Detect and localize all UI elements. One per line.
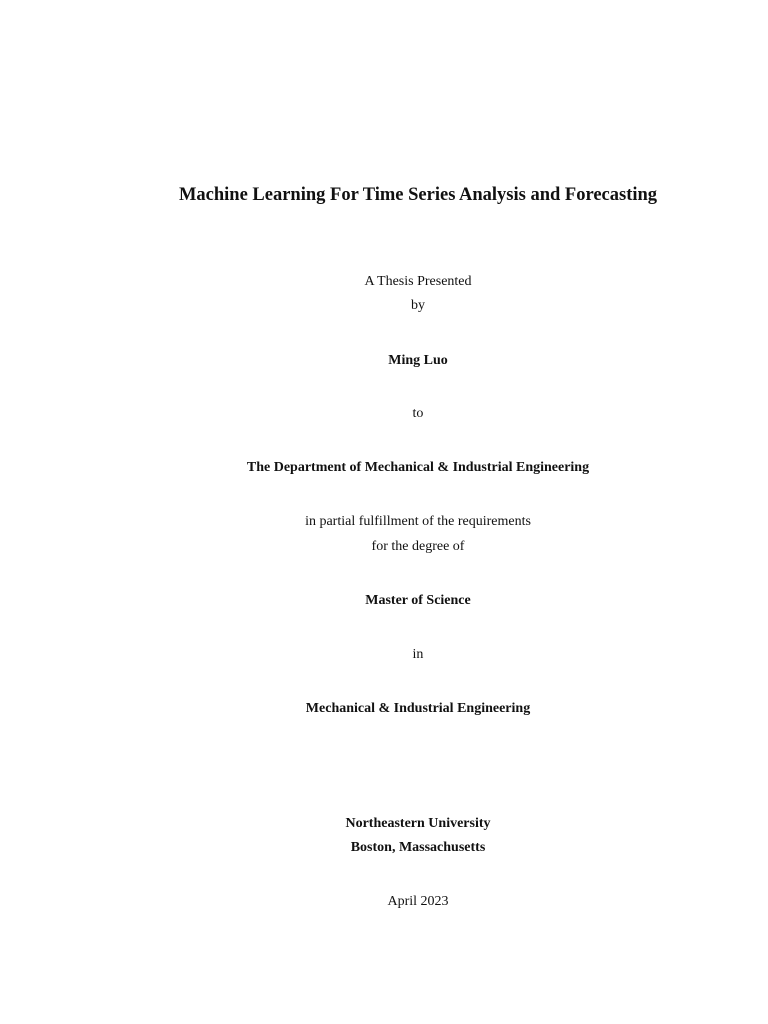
field-name: Mechanical & Industrial Engineering xyxy=(305,701,531,716)
thesis-title: Machine Learning For Time Series Analysis and Forecasting xyxy=(178,185,658,205)
fulfillment-line: in partial fulfillment of the requirements xyxy=(305,514,531,529)
university-name: Northeastern University xyxy=(345,816,491,831)
degree-intro-line: for the degree of xyxy=(371,539,465,554)
author-name: Ming Luo xyxy=(388,353,448,368)
in-line: in xyxy=(412,647,424,662)
to-line: to xyxy=(412,406,424,421)
presented-line: A Thesis Presented xyxy=(364,274,472,289)
university-location: Boston, Massachusetts xyxy=(350,840,486,855)
submission-date: April 2023 xyxy=(387,894,449,909)
by-line: by xyxy=(411,298,425,313)
department-name: The Department of Mechanical & Industrial Engineering xyxy=(246,460,590,475)
degree-name: Master of Science xyxy=(365,593,471,608)
